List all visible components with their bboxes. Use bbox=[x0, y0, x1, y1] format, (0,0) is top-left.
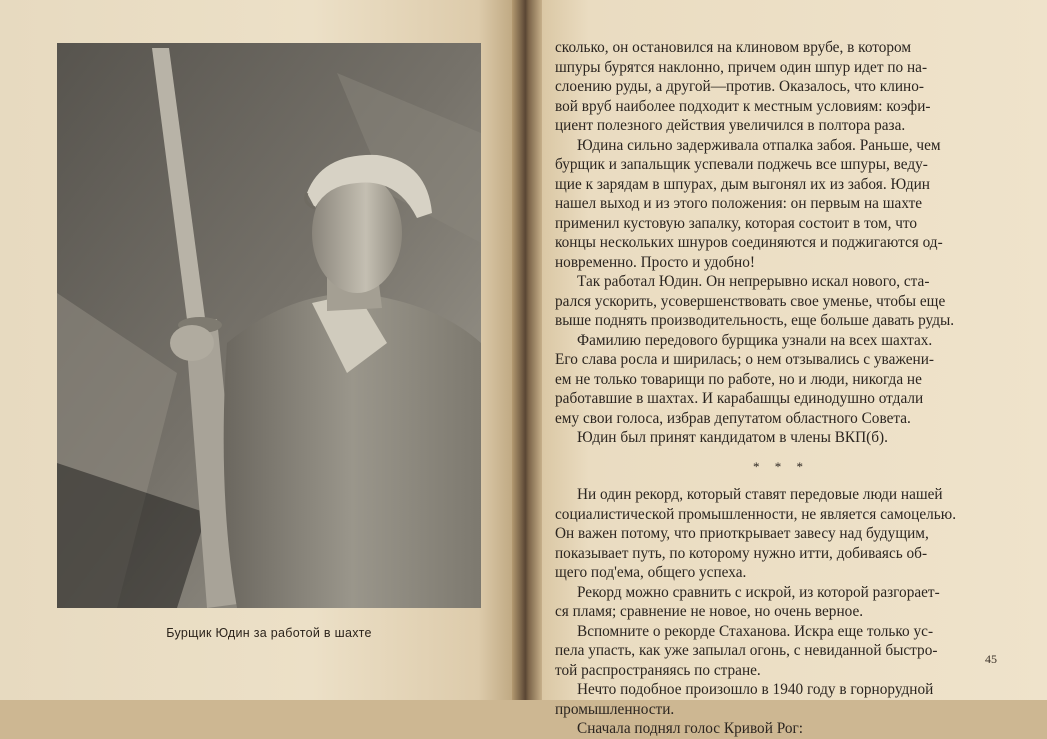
book-gutter bbox=[512, 0, 542, 700]
text-line: Вспомните о рекорде Стаханова. Искра еще только ус- bbox=[577, 622, 934, 640]
text-line: нашел выход и из этого положения: он первым на шахте bbox=[555, 195, 923, 212]
body-text bbox=[555, 38, 1007, 739]
photo-caption: Бурщик Юдин за работой в шахте bbox=[166, 626, 372, 640]
text-line: промышленности. bbox=[555, 700, 675, 718]
text-line: социалистической промышленности, не является самоцелью. bbox=[555, 505, 957, 523]
section-separator: * * * bbox=[753, 458, 809, 474]
text-line: рался ускорить, усовершенствовать свое уменье, чтобы еще bbox=[555, 292, 946, 310]
text-line: пела упасть, как уже запылал огонь, с невиданной быстро- bbox=[555, 642, 938, 659]
text-line: Юдин был принят кандидатом в члены ВКП(б). bbox=[577, 429, 888, 446]
text-line: Так работал Юдин. Он непрерывно искал нового, ста- bbox=[577, 273, 930, 290]
text-line: той распространяясь по стране. bbox=[555, 661, 761, 679]
text-line: ся пламя; сравнение не новое, но очень верное. bbox=[555, 603, 864, 620]
text-line: новременно. Просто и удобно! bbox=[555, 253, 755, 271]
text-line: Он важен потому, что приоткрывает завесу над будущим, bbox=[555, 525, 929, 542]
text-line: шпуры бурятся наклонно, причем один шпур идет по на- bbox=[555, 58, 928, 76]
text-line: Его слава росла и ширилась; о нем отзывались с уважени- bbox=[555, 351, 934, 368]
text-line: циент полезного действия увеличился в полтора раза. bbox=[555, 117, 906, 134]
page-number: 45 bbox=[985, 652, 997, 666]
text-line: слоению руды, а другой—против. Оказалось, что клино- bbox=[555, 78, 924, 95]
text-line: Юдина сильно задерживала отпалка забоя. Раньше, чем bbox=[577, 136, 941, 154]
text-line: Фамилию передового бурщика узнали на всех шахтах. bbox=[577, 331, 933, 349]
text-line: ем не только товарищи по работе, но и люди, никогда не bbox=[555, 370, 922, 388]
text-line: Ни один рекорд, который ставят передовые люди нашей bbox=[577, 486, 943, 503]
text-line: вой вруб наиболее подходит к местным условиям: коэфи- bbox=[555, 97, 931, 115]
text-line: Рекорд можно сравнить с искрой, из которой разгорает- bbox=[577, 583, 940, 601]
text-line: Нечто подобное произошло в 1940 году в горнорудной bbox=[577, 681, 934, 698]
text-line: бурщик и запальщик успевали поджечь все шпуры, веду- bbox=[555, 156, 928, 173]
text-line: Сначала поднял голос Кривой Рог: bbox=[577, 720, 804, 737]
text-line: работавшие в шахтах. И карабашцы единодушно отдали bbox=[555, 390, 924, 407]
text-line: выше поднять производительность, еще больше давать руды. bbox=[555, 312, 955, 329]
text-line: сколько, он остановился на клиновом врубе, в котором bbox=[555, 39, 912, 56]
miner-photo bbox=[57, 43, 481, 608]
text-line: показывает путь, по которому нужно итти, добиваясь об- bbox=[555, 544, 928, 562]
text-line: концы нескольких шнуров соединяются и поджигаются од- bbox=[555, 234, 943, 251]
text-line: щие к зарядам в шпурах, дым выгонял их из забоя. Юдин bbox=[555, 175, 930, 193]
text-line: ему свои голоса, избрав депутатом областного Совета. bbox=[555, 409, 911, 427]
text-line: применил кустовую запалку, которая состоит в том, что bbox=[555, 214, 918, 232]
text-line: щего под'ема, общего успеха. bbox=[555, 564, 747, 581]
